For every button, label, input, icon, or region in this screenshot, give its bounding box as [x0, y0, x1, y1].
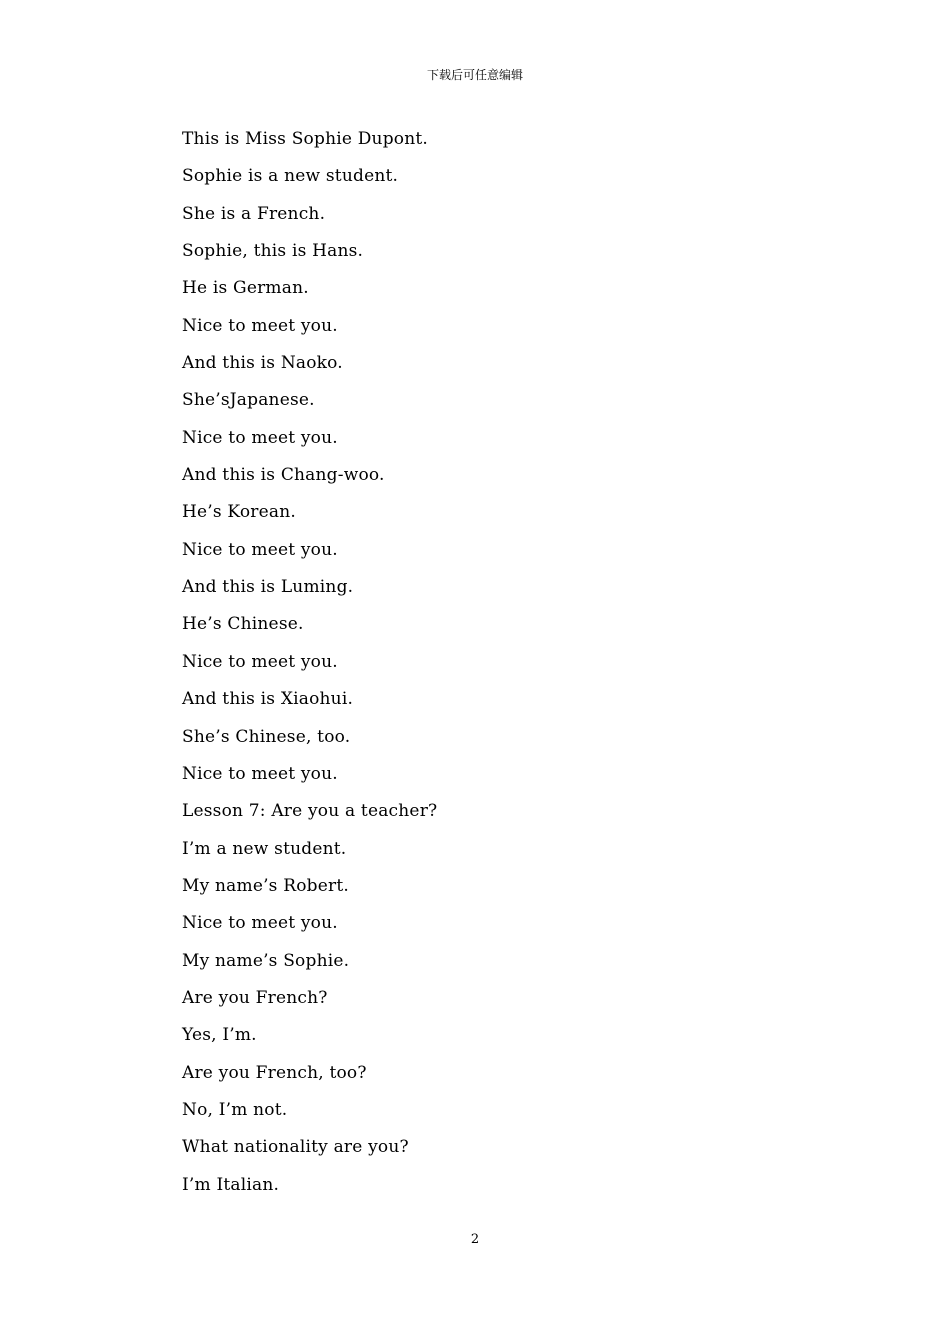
text-line: Nice to meet you. [182, 315, 338, 336]
text-line: Sophie is a new student. [182, 166, 399, 187]
text-line: Nice to meet you. [182, 763, 338, 784]
text-line: Nice to meet you. [182, 651, 338, 672]
text-line: My name’s Robert. [182, 875, 349, 896]
text-line: Are you French, too? [182, 1062, 367, 1083]
text-line: Sophie, this is Hans. [182, 241, 364, 262]
text-line: I’m a new student. [182, 838, 347, 859]
text-line: Are you French? [182, 987, 328, 1008]
text-line: She’s Chinese, too. [182, 726, 351, 747]
page-header: 下载后可任意编辑 [426, 68, 523, 82]
text-line: And this is Xiaohui. [182, 689, 354, 710]
text-line: This is Miss Sophie Dupont. [182, 129, 429, 149]
text-line: And this is Naoko. [182, 353, 343, 374]
text-line: Nice to meet you. [182, 539, 338, 560]
text-line: Yes, I’m. [182, 1025, 257, 1046]
text-line: And this is Chang-woo. [182, 465, 385, 486]
text-line: She is a French. [182, 203, 326, 224]
text-line: He’s Chinese. [182, 614, 304, 635]
text-line: He’s Korean. [182, 502, 296, 523]
text-line: And this is Luming. [182, 577, 354, 598]
text-line: He is German. [182, 278, 309, 299]
text-line: She’sJapanese. [182, 390, 315, 411]
text-line: Nice to meet you. [182, 427, 338, 448]
text-line: I’m Italian. [182, 1174, 280, 1195]
text-line: My name’s Sophie. [182, 950, 350, 971]
page-number: 2 [470, 1232, 480, 1247]
lesson-heading: Lesson 7: Are you a teacher? [182, 801, 438, 822]
text-body [182, 125, 802, 1208]
text-line: Nice to meet you. [182, 913, 338, 934]
text-line: No, I’m not. [182, 1099, 288, 1120]
text-line: What nationality are you? [182, 1137, 409, 1158]
